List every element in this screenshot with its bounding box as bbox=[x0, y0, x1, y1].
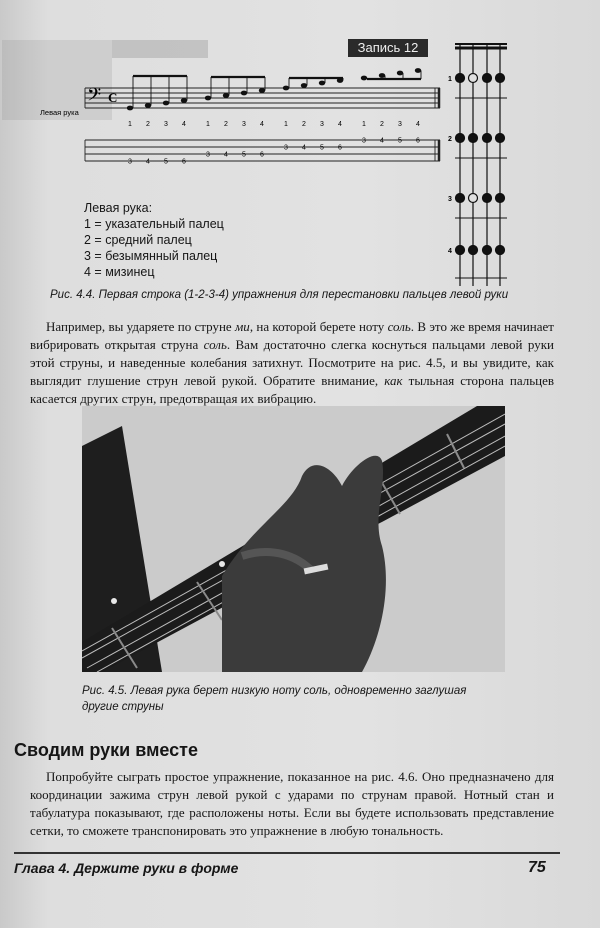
finger-number: 3 bbox=[242, 121, 246, 128]
finger-number: 3 bbox=[398, 121, 402, 128]
note-head bbox=[205, 96, 211, 101]
fretboard-dots-group bbox=[456, 74, 505, 255]
finger-number: 4 bbox=[182, 121, 186, 128]
tab-number: 6 bbox=[416, 137, 420, 145]
fret-label: 4 bbox=[448, 248, 452, 255]
legend-title: Левая рука: bbox=[84, 201, 153, 215]
legend-item: 3 = безымянный палец bbox=[84, 249, 218, 263]
fret-label: 3 bbox=[448, 196, 452, 203]
footer-chapter-title: Глава 4. Держите руки в форме bbox=[14, 860, 239, 876]
fret-dot-root bbox=[469, 194, 478, 203]
figure-4-4-caption: Рис. 4.4. Первая строка (1-2-3-4) упражнения для перестановки пальцев левой руки bbox=[50, 289, 509, 301]
tab-number: 6 bbox=[260, 151, 264, 159]
tab-number: 3 bbox=[128, 158, 132, 166]
fret-dot bbox=[483, 246, 492, 255]
section-heading: Сводим руки вместе bbox=[14, 740, 198, 760]
note-head bbox=[301, 83, 307, 88]
fret-label: 1 bbox=[448, 76, 452, 83]
finger-number: 3 bbox=[164, 121, 168, 128]
tab-number: 5 bbox=[320, 144, 324, 152]
note-head bbox=[397, 71, 403, 76]
finger-number: 1 bbox=[284, 121, 288, 128]
note-head bbox=[181, 98, 187, 103]
note-head bbox=[223, 93, 229, 98]
figure-4-5-caption: Рис. 4.5. Левая рука берет низкую ноту соль, одновременно заглушая другие струны bbox=[82, 685, 467, 713]
tab-number: 6 bbox=[182, 158, 186, 166]
note-head bbox=[127, 106, 133, 111]
note-head bbox=[337, 78, 343, 83]
tab-number: 5 bbox=[242, 151, 246, 159]
fret-dot-root bbox=[469, 74, 478, 83]
legend-item: 4 = мизинец bbox=[84, 265, 155, 279]
fret-dot bbox=[496, 194, 505, 203]
note-head bbox=[319, 81, 325, 86]
time-signature: C bbox=[108, 90, 118, 105]
tab-number: 6 bbox=[338, 144, 342, 152]
note-head bbox=[241, 91, 247, 96]
fret-dot bbox=[483, 194, 492, 203]
note-head bbox=[163, 101, 169, 106]
note-head bbox=[379, 73, 385, 78]
fret-dot bbox=[483, 134, 492, 143]
tab-number: 4 bbox=[146, 158, 150, 166]
tab-number: 3 bbox=[284, 144, 288, 152]
note-head bbox=[283, 86, 289, 91]
finger-number: 1 bbox=[362, 121, 366, 128]
legend-item: 2 = средний палец bbox=[84, 233, 192, 247]
finger-numbers-group bbox=[128, 121, 420, 128]
finger-number: 2 bbox=[302, 121, 306, 128]
legend-item: 1 = указательный палец bbox=[84, 217, 224, 231]
finger-number: 1 bbox=[128, 121, 132, 128]
fret-dot bbox=[456, 74, 465, 83]
fret-dot bbox=[496, 246, 505, 255]
fret-labels-group bbox=[448, 76, 452, 255]
finger-number: 4 bbox=[338, 121, 342, 128]
staff-side-label: Левая рука bbox=[40, 108, 79, 117]
tab-number: 5 bbox=[164, 158, 168, 166]
notes-group bbox=[127, 68, 421, 110]
finger-number: 1 bbox=[206, 121, 210, 128]
footer-rule bbox=[14, 852, 560, 854]
tab-number: 4 bbox=[302, 144, 306, 152]
fret-dot bbox=[456, 194, 465, 203]
recording-label: Запись 12 bbox=[348, 39, 428, 57]
note-head bbox=[415, 68, 421, 73]
fret-dot bbox=[483, 74, 492, 83]
bass-clef-icon: 𝄢 bbox=[87, 85, 102, 110]
finger-number: 4 bbox=[260, 121, 264, 128]
hand-on-fretboard-image bbox=[82, 406, 505, 672]
fret-label: 2 bbox=[448, 136, 452, 143]
finger-number: 2 bbox=[146, 121, 150, 128]
paragraph-2: Попробуйте сыграть простое упражнение, показанное на рис. 4.6. Оно предназначено для координации зажима струн левой рукой с ударами по струнам правой. Нотный стан и табулатура показывают, где расположены ноты. Если вы будете использовать представление сетки, то сможете транспонировать это упражнение в любую тональность. bbox=[30, 769, 554, 838]
tab-number: 3 bbox=[206, 151, 210, 159]
tab-number: 4 bbox=[380, 137, 384, 145]
fret-dot bbox=[469, 246, 478, 255]
finger-number: 2 bbox=[380, 121, 384, 128]
tab-number: 3 bbox=[362, 137, 366, 145]
finger-number: 4 bbox=[416, 121, 420, 128]
note-head bbox=[259, 88, 265, 93]
fret-dot bbox=[456, 246, 465, 255]
figure-4-5-photo bbox=[82, 406, 505, 672]
left-hand-legend bbox=[84, 200, 224, 280]
finger-number: 3 bbox=[320, 121, 324, 128]
paragraph-1: Например, вы ударяете по струне ми, на которой берете ноту соль. В это же время начинает вибрировать открытая струна соль. Вам достаточно слегка коснуться пальцами левой руки этой струны, и наведенные колебания затихнут. Посмотрите на рис. 4.5, и вы увидите, как выглядит глушение струн левой рукой. Обратите внимание, как тыльная сторона пальцев касается других струн, предотвращая их вибрацию. bbox=[30, 319, 554, 406]
page-number: 75 bbox=[528, 859, 546, 876]
tab-number: 4 bbox=[224, 151, 228, 159]
tab-number: 5 bbox=[398, 137, 402, 145]
fret-dot bbox=[469, 134, 478, 143]
fret-dot bbox=[456, 134, 465, 143]
finger-number: 2 bbox=[224, 121, 228, 128]
fret-dot bbox=[496, 74, 505, 83]
note-head bbox=[361, 76, 367, 81]
note-head bbox=[145, 103, 151, 108]
fret-dot bbox=[496, 134, 505, 143]
